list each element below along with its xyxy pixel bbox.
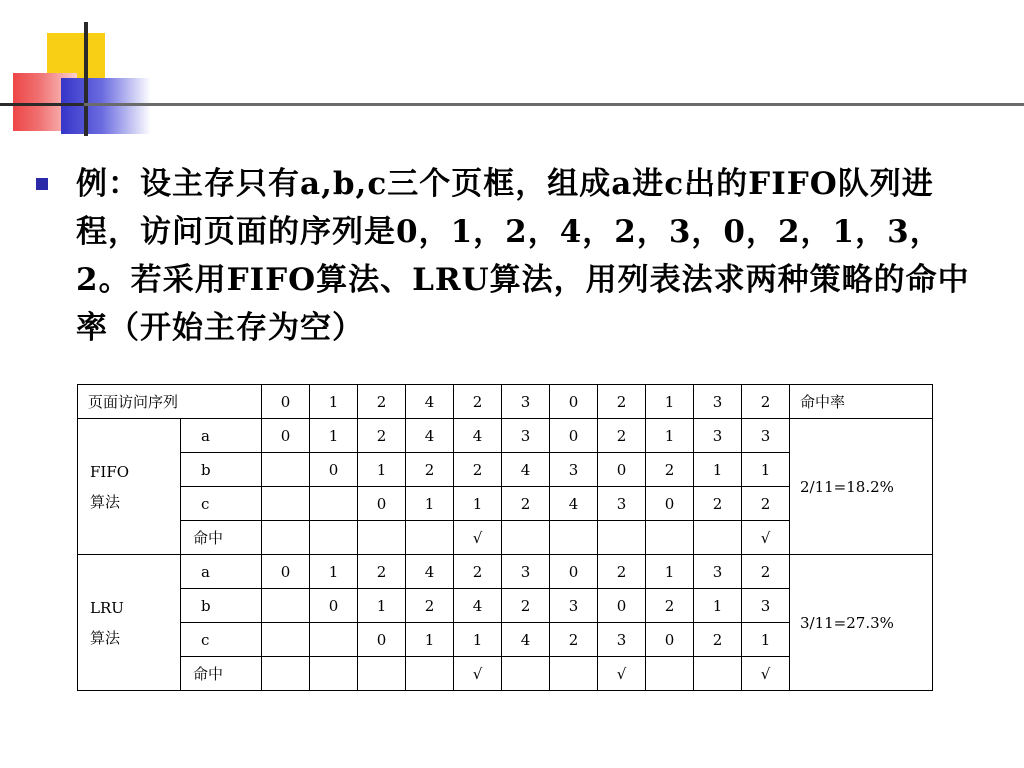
sequence-cell: 3 — [502, 385, 550, 419]
frame-cell: 2 — [550, 623, 598, 657]
frame-cell — [262, 487, 310, 521]
hit-rate-header: 命中率 — [790, 385, 933, 419]
frame-cell — [262, 453, 310, 487]
frame-cell: 2 — [406, 453, 454, 487]
frame-cell: 1 — [358, 453, 406, 487]
table-row — [78, 419, 933, 453]
frame-cell: 3 — [502, 555, 550, 589]
frame-cell: 2 — [598, 419, 646, 453]
frame-cell: 0 — [358, 623, 406, 657]
frame-cell: 1 — [742, 453, 790, 487]
frame-cell — [262, 623, 310, 657]
frame-cell: 1 — [454, 487, 502, 521]
frame-cell: 3 — [742, 589, 790, 623]
row-label: b — [181, 589, 262, 623]
frame-cell: 2 — [358, 555, 406, 589]
row-label: 命中 — [181, 657, 262, 691]
algorithm-suffix: 算法 — [90, 492, 121, 511]
row-label: c — [181, 623, 262, 657]
bullet-icon — [36, 178, 48, 190]
frame-cell: 3 — [694, 419, 742, 453]
hit-cell: √ — [742, 521, 790, 555]
frame-cell: 0 — [310, 453, 358, 487]
sequence-cell: 4 — [406, 385, 454, 419]
row-label: b — [181, 453, 262, 487]
frame-cell: 2 — [406, 589, 454, 623]
frame-cell: 4 — [502, 623, 550, 657]
row-label: a — [181, 555, 262, 589]
frame-cell: 0 — [646, 487, 694, 521]
hit-cell — [550, 521, 598, 555]
sequence-header-label: 页面访问序列 — [78, 385, 262, 419]
frame-cell: 0 — [550, 419, 598, 453]
algorithm-suffix: 算法 — [90, 628, 121, 647]
sequence-cell: 2 — [454, 385, 502, 419]
frame-cell: 0 — [598, 589, 646, 623]
frame-cell: 0 — [310, 589, 358, 623]
hit-rate-value: 2/11=18.2% — [790, 419, 933, 555]
frame-cell: 1 — [406, 487, 454, 521]
sequence-cell: 2 — [358, 385, 406, 419]
frame-cell: 2 — [502, 589, 550, 623]
frame-cell: 1 — [694, 589, 742, 623]
frame-cell: 0 — [358, 487, 406, 521]
algorithm-name: FIFO — [90, 462, 130, 481]
hit-cell — [310, 657, 358, 691]
frame-cell: 0 — [646, 623, 694, 657]
hit-cell — [694, 657, 742, 691]
frame-cell: 4 — [454, 419, 502, 453]
hit-cell: √ — [454, 657, 502, 691]
frame-cell: 0 — [598, 453, 646, 487]
hit-cell — [406, 521, 454, 555]
frame-cell — [262, 589, 310, 623]
frame-cell — [310, 487, 358, 521]
hit-cell — [598, 521, 646, 555]
frame-cell: 2 — [646, 589, 694, 623]
page-replacement-table — [77, 384, 933, 691]
hit-cell: √ — [742, 657, 790, 691]
sequence-cell: 1 — [310, 385, 358, 419]
header-divider — [84, 103, 1024, 106]
frame-cell: 4 — [454, 589, 502, 623]
frame-cell: 3 — [502, 419, 550, 453]
frame-cell — [310, 623, 358, 657]
frame-cell: 2 — [598, 555, 646, 589]
frame-cell: 1 — [646, 555, 694, 589]
frame-cell: 2 — [454, 453, 502, 487]
frame-cell: 0 — [262, 555, 310, 589]
frame-cell: 3 — [550, 589, 598, 623]
row-label: 命中 — [181, 521, 262, 555]
frame-cell: 4 — [502, 453, 550, 487]
frame-cell: 1 — [742, 623, 790, 657]
frame-cell: 2 — [646, 453, 694, 487]
table-row — [78, 555, 933, 589]
frame-cell: 3 — [598, 623, 646, 657]
hit-cell: √ — [598, 657, 646, 691]
hit-cell — [358, 657, 406, 691]
logo-blue-square — [61, 78, 151, 134]
frame-cell: 0 — [262, 419, 310, 453]
frame-cell: 4 — [406, 555, 454, 589]
frame-cell: 1 — [454, 623, 502, 657]
frame-cell: 3 — [598, 487, 646, 521]
sequence-cell: 0 — [550, 385, 598, 419]
frame-cell: 2 — [694, 487, 742, 521]
hit-cell — [310, 521, 358, 555]
frame-cell: 2 — [742, 555, 790, 589]
hit-cell: √ — [454, 521, 502, 555]
frame-cell: 2 — [358, 419, 406, 453]
slide-logo — [0, 0, 160, 140]
hit-rate-value: 3/11=27.3% — [790, 555, 933, 691]
hit-cell — [502, 657, 550, 691]
sequence-cell: 1 — [646, 385, 694, 419]
frame-cell: 3 — [694, 555, 742, 589]
hit-cell — [262, 521, 310, 555]
sequence-cell: 3 — [694, 385, 742, 419]
hit-cell — [502, 521, 550, 555]
frame-cell: 1 — [310, 555, 358, 589]
hit-cell — [646, 521, 694, 555]
logo-vertical-line — [84, 22, 88, 136]
sequence-cell: 0 — [262, 385, 310, 419]
problem-text: 例：设主存只有a,b,c三个页框，组成a进c出的FIFO队列进程，访问页面的序列是0，1，2，4，2，3，0，2，1，3，2。若采用FIFO算法、LRU算法，用列表法求两种策略的命中率（开始主存为空） — [76, 166, 970, 346]
sequence-cell: 2 — [742, 385, 790, 419]
frame-cell: 2 — [502, 487, 550, 521]
algorithm-name: LRU — [90, 598, 124, 617]
frame-cell: 1 — [694, 453, 742, 487]
frame-cell: 1 — [646, 419, 694, 453]
algorithm-label — [78, 555, 181, 691]
frame-cell: 1 — [358, 589, 406, 623]
row-label: c — [181, 487, 262, 521]
frame-cell: 2 — [454, 555, 502, 589]
frame-cell: 4 — [406, 419, 454, 453]
hit-cell — [646, 657, 694, 691]
frame-cell: 2 — [742, 487, 790, 521]
hit-cell — [262, 657, 310, 691]
frame-cell: 3 — [742, 419, 790, 453]
frame-cell: 1 — [406, 623, 454, 657]
table-header-row — [78, 385, 933, 419]
hit-cell — [694, 521, 742, 555]
sequence-cell: 2 — [598, 385, 646, 419]
frame-cell: 1 — [310, 419, 358, 453]
row-label: a — [181, 419, 262, 453]
algorithm-label — [78, 419, 181, 555]
frame-cell: 4 — [550, 487, 598, 521]
hit-cell — [358, 521, 406, 555]
frame-cell: 2 — [694, 623, 742, 657]
frame-cell: 3 — [550, 453, 598, 487]
frame-cell: 0 — [550, 555, 598, 589]
hit-cell — [406, 657, 454, 691]
hit-cell — [550, 657, 598, 691]
